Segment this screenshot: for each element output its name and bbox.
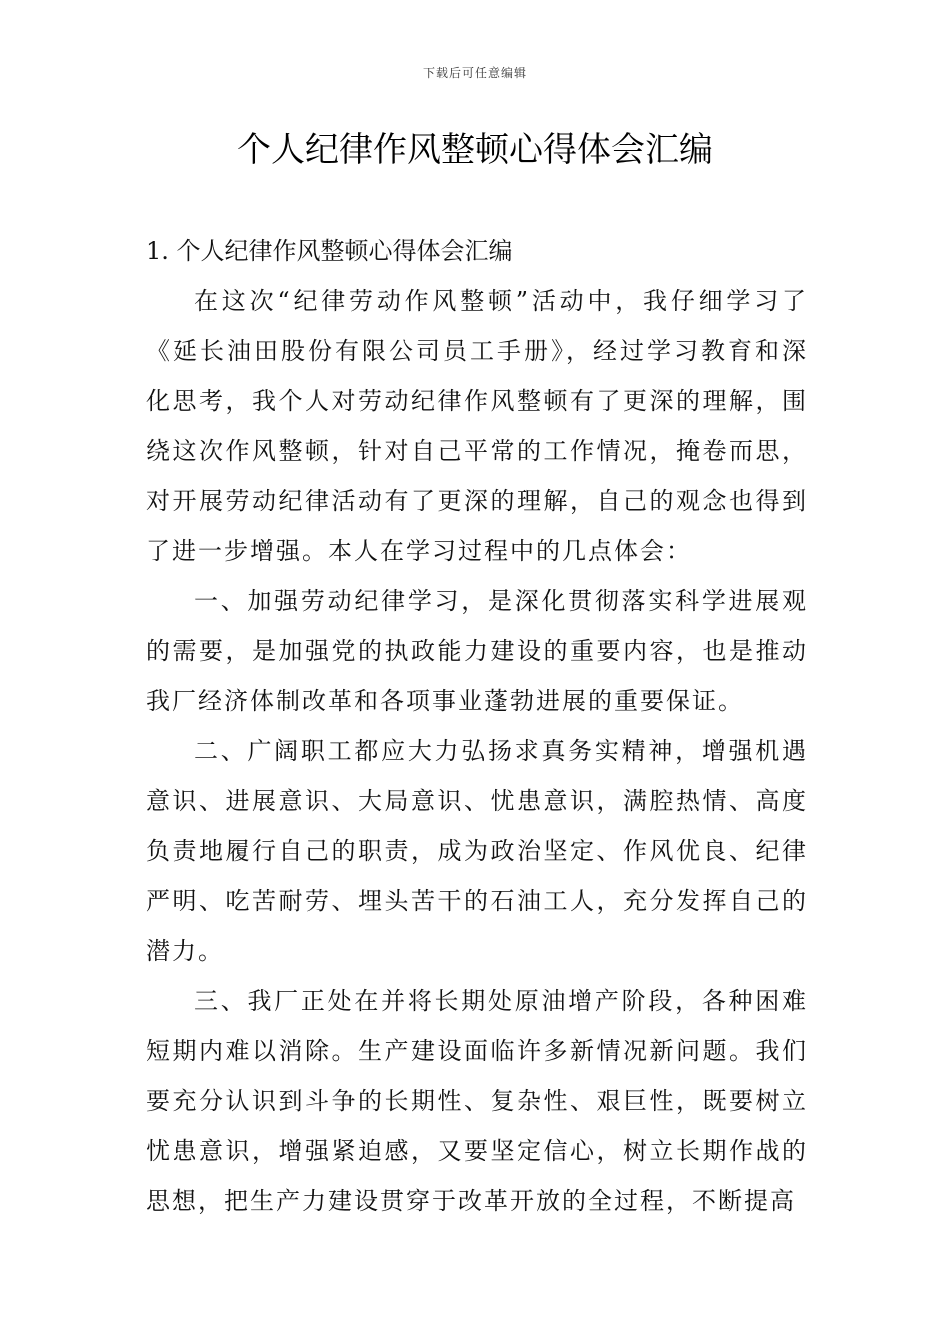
paragraph-point-2: 二、广阔职工都应大力弘扬求真务实精神，增强机遇意识、进展意识、大局意识、忧患意识，满腔热情、高度负责地履行自己的职责，成为政治坚定、作风优良、纪律严明、吃苦耐劳、埋头苦干的石油工人，充分发挥自己的潜力。: [146, 737, 808, 965]
document-title: 个人纪律作风整顿心得体会汇编: [237, 130, 713, 170]
header-note: 下载后可任意编辑: [422, 66, 527, 80]
paragraph-point-3: 三、我厂正处在并将长期处原油增产阶段，各种困难短期内难以消除。生产建设面临许多新情况新问题。我们要充分认识到斗争的长期性、复杂性、艰巨性，既要树立忧患意识，增强紧迫感，又要坚定信心，树立长期作战的思想，把生产力建设贯穿于改革开放的全过程，不断提高: [146, 987, 808, 1215]
document-body: [146, 226, 808, 1226]
section-heading: 1. 个人纪律作风整顿心得体会汇编: [146, 237, 513, 265]
paragraph-point-1: 一、加强劳动纪律学习，是深化贯彻落实科学进展观的需要，是加强党的执政能力建设的重要内容，也是推动我厂经济体制改革和各项事业蓬勃进展的重要保证。: [146, 587, 808, 715]
paragraph-intro: 在这次“纪律劳动作风整顿”活动中，我仔细学习了《延长油田股份有限公司员工手册》，经过学习教育和深化思考，我个人对劳动纪律作风整顿有了更深的理解，围绕这次作风整顿，针对自己平常的工作情况，掩卷而思，对开展劳动纪律活动有了更深的理解，自己的观念也得到了进一步增强。本人在学习过程中的几点体会：: [146, 287, 808, 565]
